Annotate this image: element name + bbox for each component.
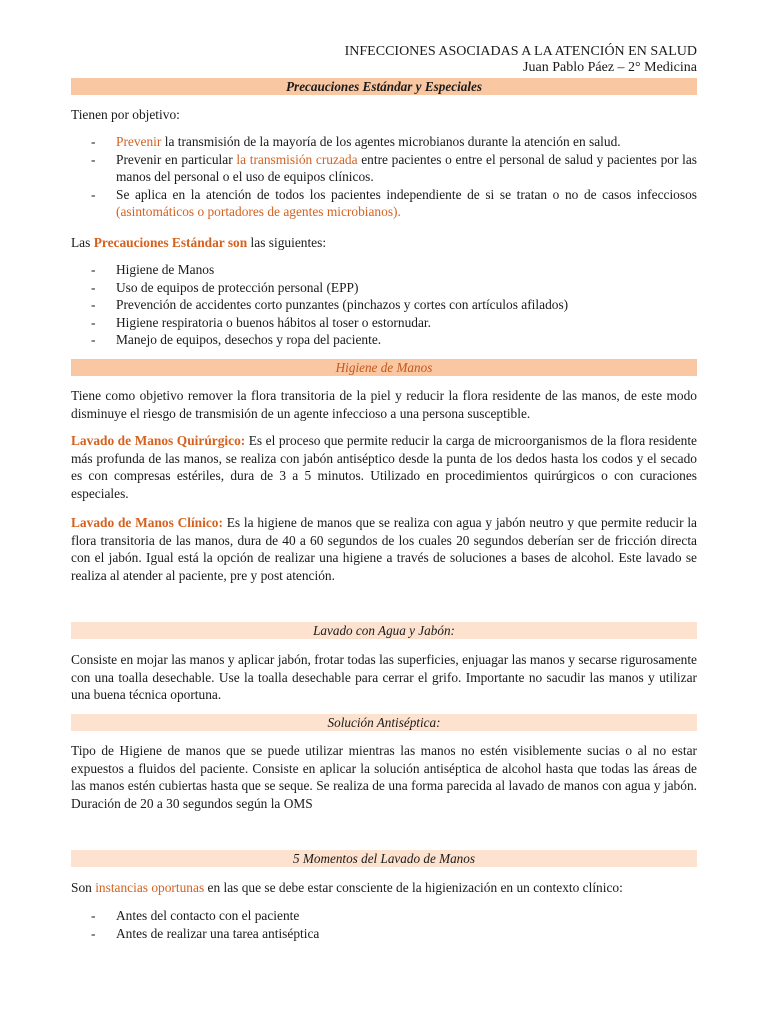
list-item: - Antes del contacto con el paciente — [91, 908, 300, 923]
section-heading-agua: Lavado con Agua y Jabón: — [71, 622, 697, 639]
list-item: - Se aplica en la atención de todos los pacientes independiente de si se tratan o no de casos infecciosos (asintomáticos o portadores de agentes microbianos). — [91, 186, 697, 220]
term-label: Lavado de Manos Clínico: — [71, 515, 223, 530]
list-item: - Prevención de accidentes corto punzantes (pinchazos y cortes con artículos afilados) — [91, 297, 569, 313]
item-text: Prevenir en particular — [116, 151, 237, 167]
term-text: Es la higiene de manos que se realiza con agua y jabón neutro y que permite reducir la flora transitoria de las manos, dura de 40 a 60 segundos de los cuales 20 segundos deberían ser de fricción directa con el jabón. Igual está la opción de realizar una higiene a través de soluciones a bases de alcohol. Este lavado se realiza al atender al paciente, pre y post atención. — [71, 515, 697, 583]
section-heading-precauciones: Precauciones Estándar y Especiales — [71, 78, 697, 95]
momentos-lead: Son instancias oportunas en las que se debe estar consciente de la higienización en un contexto clínico: — [71, 880, 623, 895]
objectives-list — [71, 133, 697, 221]
lavado-clinico-paragraph — [71, 514, 697, 584]
lead-text: Las — [71, 235, 94, 250]
section-heading-momentos: 5 Momentos del Lavado de Manos — [71, 850, 697, 867]
list-item: - Antes de realizar una tarea antiséptica — [91, 925, 320, 941]
list-item: - Prevenir en particular la transmisión cruzada entre pacientes o entre el personal de salud y pacientes por las manos del personal o el uso de equipos clínicos. — [91, 151, 697, 185]
item-text: entre pacientes o entre el personal de salud y pacientes por las manos del personal o el uso de equipos clínicos. — [116, 151, 697, 185]
intro-text: Tienen por objetivo: — [71, 107, 180, 122]
standard-precautions-list — [71, 261, 697, 349]
term-label: Lavado de Manos Quirúrgico: — [71, 433, 246, 448]
higiene-intro: Tiene como objetivo remover la flora transitoria de la piel y reducir la flora residente de las manos, de este modo disminuye el riesgo de transmisión de un agente infeccioso a una persona susceptible. — [71, 388, 697, 421]
section-heading-solucion: Solución Antiséptica: — [71, 714, 697, 731]
lavado-quirurgico-paragraph — [71, 432, 697, 502]
item-text: la transmisión de la mayoría de los agentes microbianos durante la atención en salud. — [161, 134, 621, 149]
precauciones-intro — [71, 106, 697, 124]
list-item: - Prevenir la transmisión de la mayoría de los agentes microbianos durante la atención en salud. — [91, 134, 621, 149]
document-title: INFECCIONES ASOCIADAS A LA ATENCIÓN EN SALUD — [344, 44, 697, 59]
document-header — [345, 44, 697, 76]
item-text: Se aplica en la atención de todos los pacientes independiente de si se tratan o no de casos infecciosos — [116, 186, 697, 202]
standard-precautions-lead — [71, 234, 697, 252]
solucion-paragraph: Tipo de Higiene de manos que se puede utilizar mientras las manos no estén visiblemente sucias o al no estar expuestos a fluidos del paciente. Consiste en aplicar la solución antiséptica de alcohol hasta que todas las áreas de las manos estén cubiertas hasta que se seque. Se realiza de una forma parecida al lavado de manos con agua y jabón. Duración de 20 a 30 segundos según la OMS — [71, 743, 697, 811]
list-item: - Higiene de Manos — [91, 262, 215, 277]
highlight-text: la transmisión cruzada — [236, 151, 358, 167]
list-item: - Higiene respiratoria o buenos hábitos al toser o estornudar. — [91, 314, 431, 330]
lead-text: las siguientes: — [247, 235, 327, 250]
agua-paragraph: Consiste en mojar las manos y aplicar jabón, frotar todas las superficies, enjuagar las manos y secarse rigurosamente con una toalla desechable. Use la toalla desechable para cerrar el grifo. Importante no sacudir las manos y utilizar una buena técnica oportuna. — [71, 652, 697, 703]
momentos-list — [71, 907, 697, 942]
section-heading-higiene: Higiene de Manos — [71, 359, 697, 376]
list-item: - Manejo de equipos, desechos y ropa del paciente. — [91, 332, 382, 348]
term-text: Es el proceso que permite reducir la carga de microorganismos de la flora residente más profunda de las manos, se realiza con jabón antiséptico desde la punta de los dedos hasta los codos y el secado es con compresas estériles, dura de 3 a 5 minutos. Utilizado en procedimientos quirúrgicos o con curaciones especiales. — [71, 433, 698, 501]
highlight-text: Prevenir — [116, 134, 162, 149]
list-item: - Uso de equipos de protección personal (EPP) — [91, 279, 359, 295]
document-author: Juan Pablo Páez – 2° Medicina — [523, 60, 697, 75]
highlight-text: Precauciones Estándar son — [93, 235, 248, 250]
highlight-text: (asintomáticos o portadores de agentes microbianos). — [116, 204, 401, 220]
highlight-text: instancias oportunas — [95, 880, 205, 895]
